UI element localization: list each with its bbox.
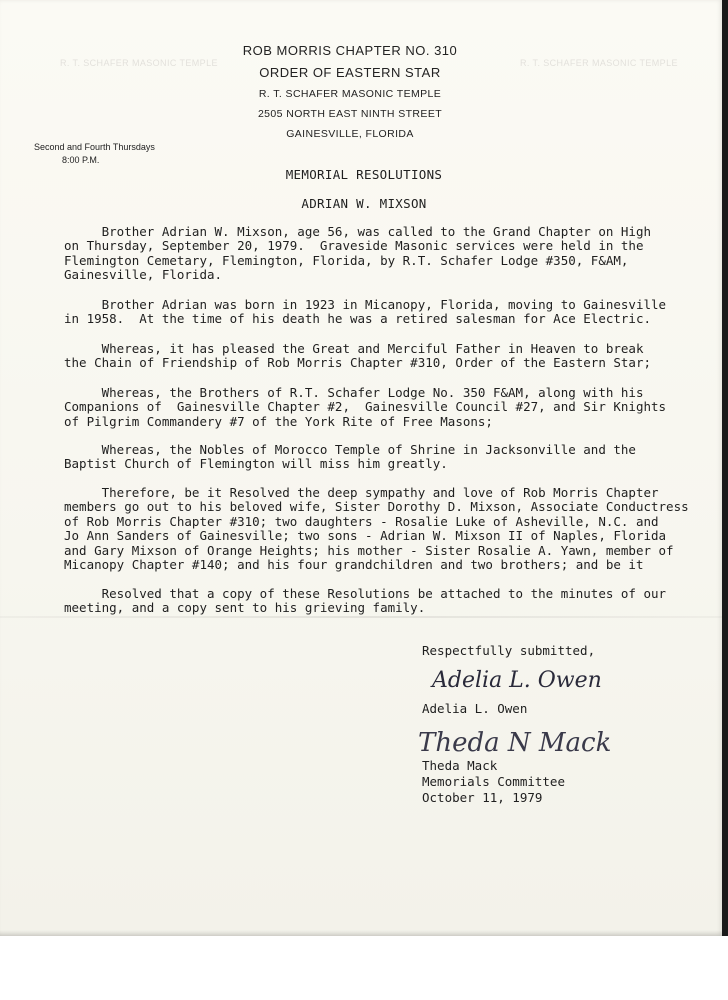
letterhead-city: GAINESVILLE, FLORIDA <box>286 128 414 140</box>
bleed-through-text: R. T. SCHAFER MASONIC TEMPLE <box>520 58 678 68</box>
letterhead-temple: R. T. SCHAFER MASONIC TEMPLE <box>258 88 442 100</box>
paper-fold <box>0 616 722 618</box>
document-title: MEMORIAL RESOLUTIONS <box>285 167 443 182</box>
signature-mack: Theda N Mack <box>418 728 612 758</box>
closing-submitted: Respectfully submitted, <box>422 643 596 658</box>
letterhead-street: 2505 NORTH EAST NINTH STREET <box>257 108 443 120</box>
paragraph-resolved-copy: Resolved that a copy of these Resolutions be attached to the minutes of our meeting, and a copy sent to his grieving family. <box>64 586 667 616</box>
deceased-name: ADRIAN W. MIXSON <box>301 196 427 211</box>
paragraph-whereas-brothers: Whereas, the Brothers of R.T. Schafer Lodge No. 350 F&AM, along with his Companions of Gainesville Chapter #2, Gainesville Council #27, and Sir Knights of Pilgrim Commandery #7 of the York Rite of Free Masons; <box>64 385 667 429</box>
signature-owen: Adelia L. Owen <box>432 668 602 693</box>
meeting-schedule <box>34 141 155 167</box>
meeting-days: Second and Fourth Thursdays <box>34 142 155 152</box>
typed-block-mack: Theda Mack Memorials Committee October 11, 1979 <box>422 758 565 805</box>
letterhead-chapter: ROB MORRIS CHAPTER NO. 310 <box>242 43 458 58</box>
letterhead <box>240 40 460 144</box>
bleed-through-text: R. T. SCHAFER MASONIC TEMPLE <box>60 58 218 68</box>
typed-name-owen: Adelia L. Owen <box>422 701 528 716</box>
meeting-time: 8:00 P.M. <box>62 155 100 165</box>
paragraph-whereas-nobles: Whereas, the Nobles of Morocco Temple of Shrine in Jacksonville and the Baptist Church of Flemington will miss him greatly. <box>64 442 636 472</box>
paragraph-biography: Brother Adrian was born in 1923 in Micanopy, Florida, moving to Gainesville in 1958. At the time of his death he was a retired salesman for Ace Electric. <box>64 297 667 327</box>
paragraph-service: Brother Adrian W. Mixson, age 56, was called to the Grand Chapter on High on Thursday, September 20, 1979. Graveside Masonic services were held in the Flemington Cemetary, Flemington, Florida, by R.T. Schafer Lodge #350, F&AM, Gainesville, Florida. <box>64 224 651 283</box>
scan-margin <box>0 936 728 1000</box>
letterhead-order: ORDER OF EASTERN STAR <box>259 65 441 80</box>
paragraph-whereas-father: Whereas, it has pleased the Great and Merciful Father in Heaven to break the Chain of Friendship of Rob Morris Chapter #310, Order of the Eastern Star; <box>64 341 651 371</box>
paragraph-resolved-sympathy: Therefore, be it Resolved the deep sympathy and love of Rob Morris Chapter members go out to his beloved wife, Sister Dorothy D. Mixson, Associate Conductress of Rob Morris Chapter #310; two daughters - Rosalie Luke of Asheville, N.C. and Jo Ann Sanders of Gainesville; two sons - Adrian W. Mixson II of Naples, Florida and Gary Mixson of Orange Heights; his mother - Sister Rosalie A. Yawn, member of Micanopy Chapter #140; and his four grandchildren and two brothers; and be it <box>64 485 689 573</box>
